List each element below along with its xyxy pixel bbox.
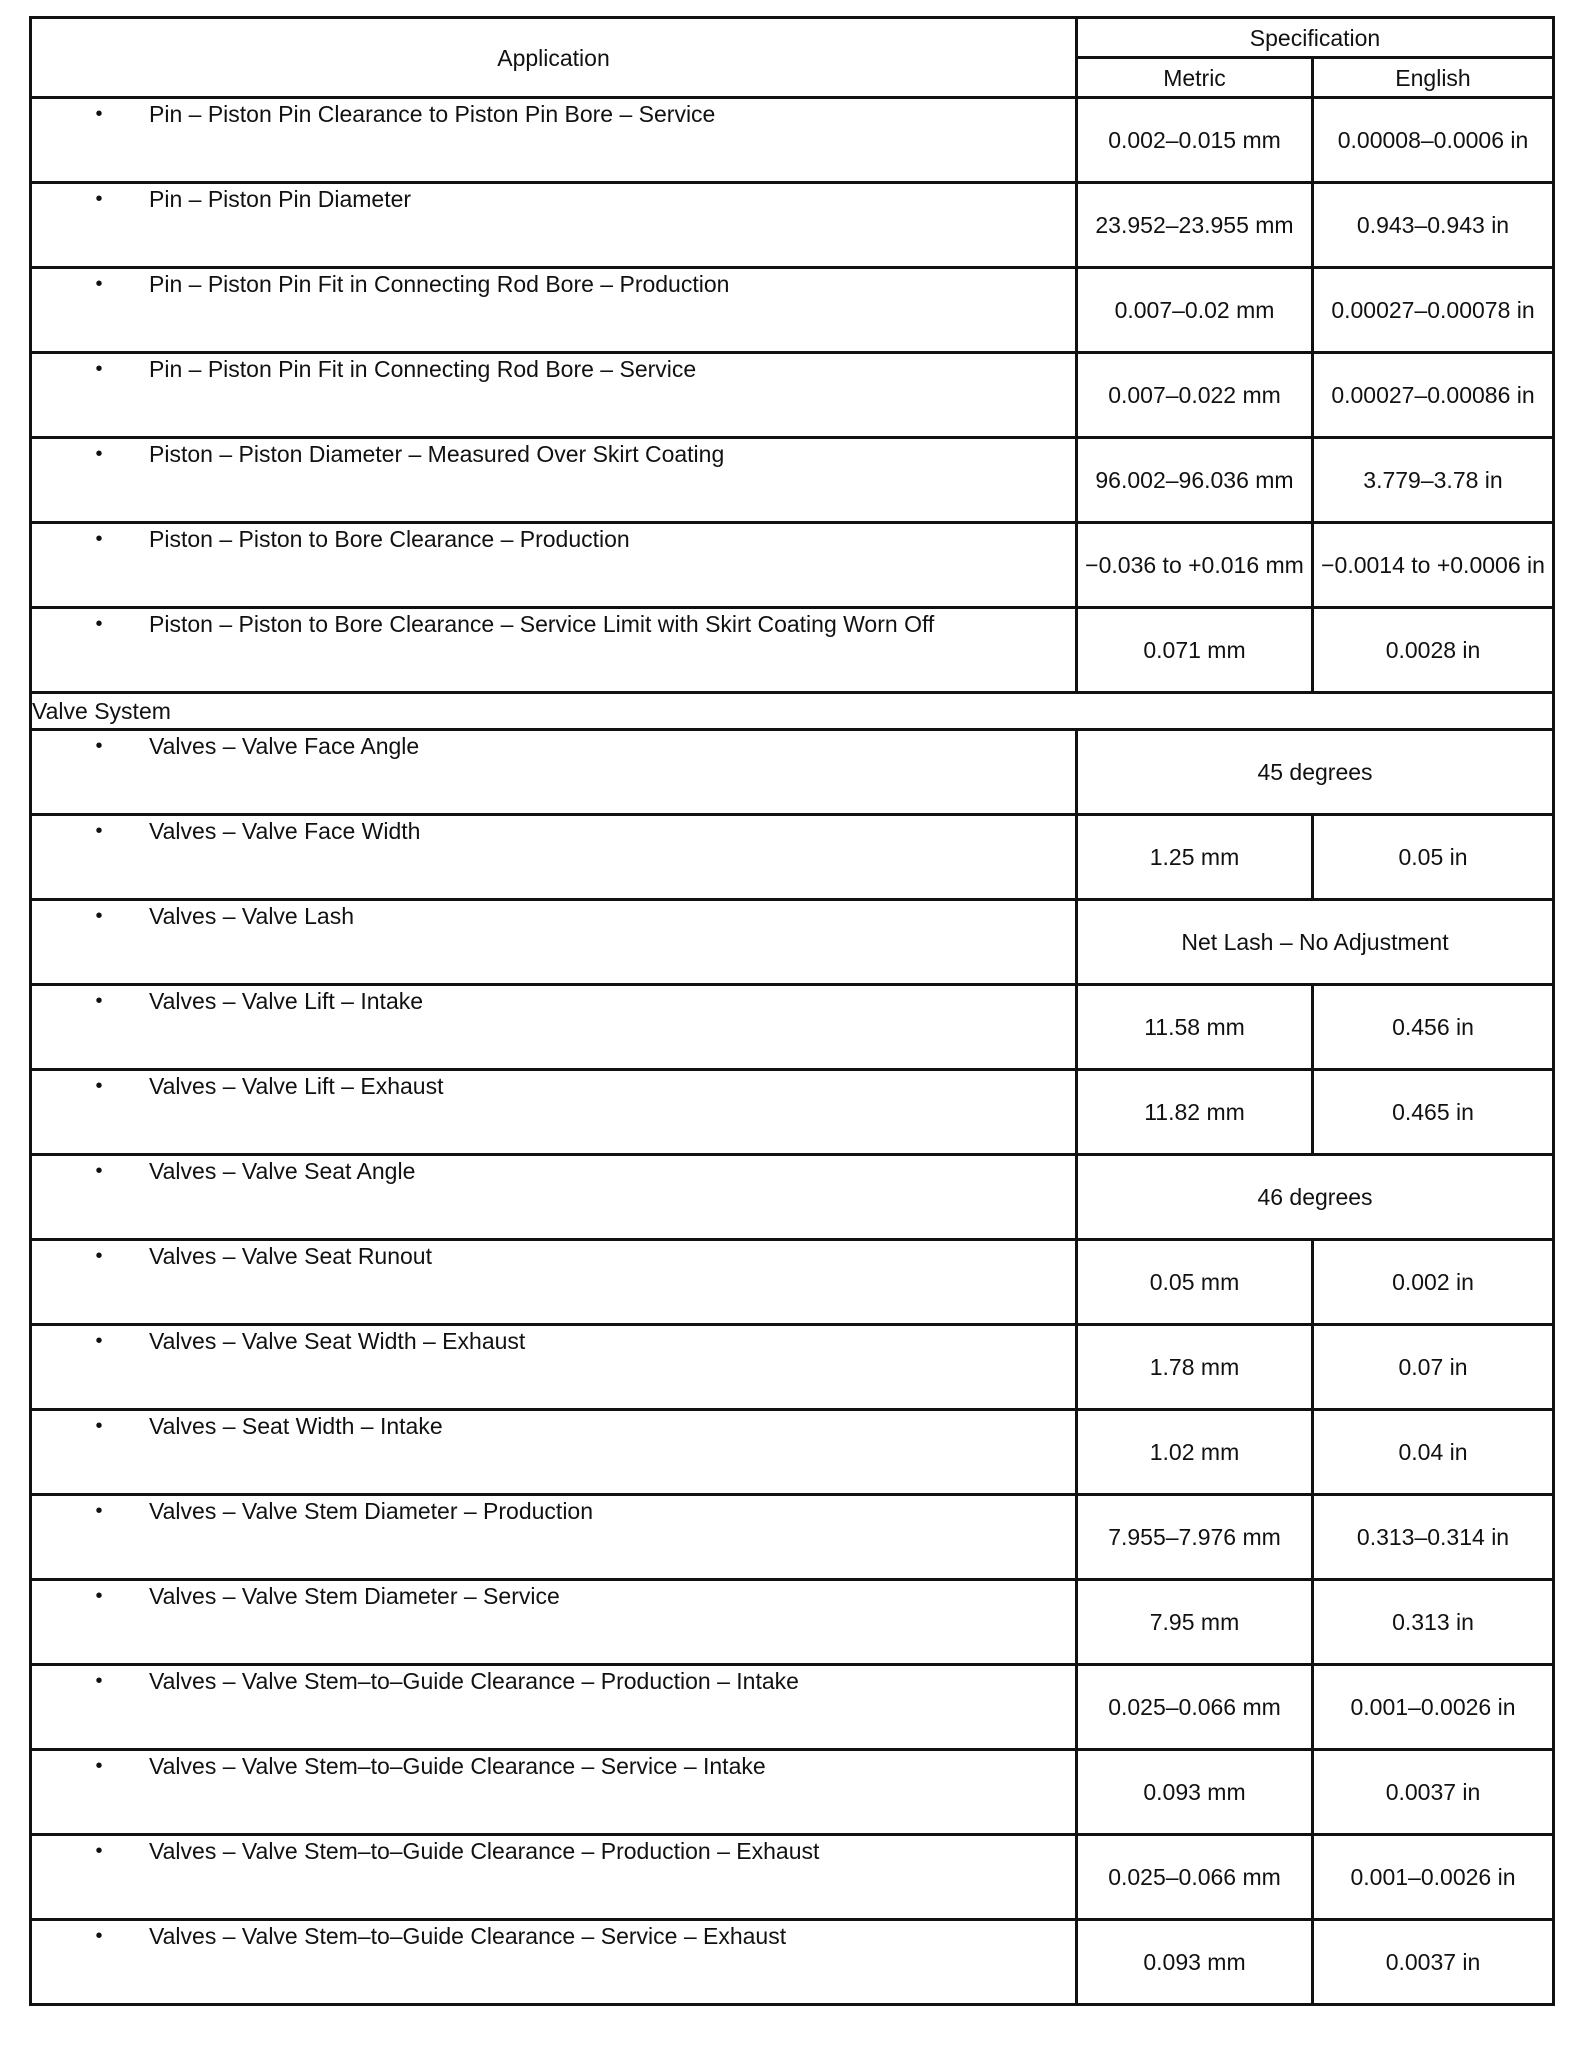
bullet-icon: •	[95, 1500, 103, 1522]
specification-value: Net Lash – No Adjustment	[1077, 900, 1554, 985]
bullet-icon: •	[95, 1415, 103, 1437]
table-body	[31, 98, 1554, 2005]
table-row	[31, 1920, 1554, 2005]
application-cell	[31, 523, 1077, 608]
bullet-icon: •	[95, 273, 103, 295]
table-row	[31, 1750, 1554, 1835]
metric-value: 96.002–96.036 mm	[1077, 438, 1313, 523]
application-cell	[31, 900, 1077, 985]
application-text: Pin – Piston Pin Fit in Connecting Rod Bore – Production	[149, 271, 730, 297]
application-text: Valves – Valve Seat Runout	[149, 1243, 432, 1269]
application-cell	[31, 1920, 1077, 2005]
application-text: Piston – Piston to Bore Clearance – Production	[149, 526, 630, 552]
metric-value: 7.95 mm	[1077, 1580, 1313, 1665]
application-text: Valves – Valve Seat Angle	[149, 1158, 416, 1184]
application-text: Valves – Valve Stem Diameter – Service	[149, 1583, 560, 1609]
application-text: Valves – Valve Face Width	[149, 818, 421, 844]
application-cell	[31, 608, 1077, 693]
table-row	[31, 1240, 1554, 1325]
table-row	[31, 1495, 1554, 1580]
table-row	[31, 183, 1554, 268]
application-cell	[31, 1325, 1077, 1410]
specification-value: 45 degrees	[1077, 730, 1554, 815]
application-text: Valves – Valve Face Angle	[149, 733, 420, 759]
metric-value: 11.82 mm	[1077, 1070, 1313, 1155]
english-value: 0.07 in	[1313, 1325, 1554, 1410]
table-row	[31, 268, 1554, 353]
metric-value: 23.952–23.955 mm	[1077, 183, 1313, 268]
application-cell	[31, 98, 1077, 183]
application-cell	[31, 1495, 1077, 1580]
bullet-icon: •	[95, 613, 103, 635]
english-value: 0.04 in	[1313, 1410, 1554, 1495]
metric-header: Metric	[1077, 58, 1313, 98]
application-text: Pin – Piston Pin Diameter	[149, 186, 412, 212]
metric-value: 0.025–0.066 mm	[1077, 1665, 1313, 1750]
metric-value: 0.025–0.066 mm	[1077, 1835, 1313, 1920]
metric-value: 7.955–7.976 mm	[1077, 1495, 1313, 1580]
application-text: Valves – Valve Lift – Exhaust	[149, 1073, 444, 1099]
metric-value: 1.25 mm	[1077, 815, 1313, 900]
table-row	[31, 523, 1554, 608]
application-text: Valves – Valve Stem–to–Guide Clearance – Production – Exhaust	[149, 1838, 820, 1864]
application-text: Valves – Valve Stem–to–Guide Clearance – Production – Intake	[149, 1668, 799, 1694]
metric-value: 11.58 mm	[1077, 985, 1313, 1070]
bullet-icon: •	[95, 990, 103, 1012]
bullet-icon: •	[95, 820, 103, 842]
english-value: 0.943–0.943 in	[1313, 183, 1554, 268]
application-cell	[31, 1750, 1077, 1835]
table-row	[31, 438, 1554, 523]
english-value: 0.001–0.0026 in	[1313, 1835, 1554, 1920]
application-cell	[31, 985, 1077, 1070]
application-text: Valves – Valve Stem Diameter – Production	[149, 1498, 594, 1524]
section-row	[31, 693, 1554, 730]
metric-value: 1.78 mm	[1077, 1325, 1313, 1410]
metric-value: 0.071 mm	[1077, 608, 1313, 693]
table-row	[31, 730, 1554, 815]
application-text: Piston – Piston Diameter – Measured Over Skirt Coating	[149, 441, 725, 467]
english-value: 0.0037 in	[1313, 1750, 1554, 1835]
bullet-icon: •	[95, 1755, 103, 1777]
metric-value: 0.007–0.022 mm	[1077, 353, 1313, 438]
english-value: 0.05 in	[1313, 815, 1554, 900]
application-cell	[31, 1410, 1077, 1495]
bullet-icon: •	[95, 103, 103, 125]
bullet-icon: •	[95, 1160, 103, 1182]
application-cell	[31, 1240, 1077, 1325]
english-value: 0.00027–0.00086 in	[1313, 353, 1554, 438]
metric-value: 0.002–0.015 mm	[1077, 98, 1313, 183]
english-value: 0.456 in	[1313, 985, 1554, 1070]
english-value: 0.465 in	[1313, 1070, 1554, 1155]
bullet-icon: •	[95, 528, 103, 550]
bullet-icon: •	[95, 358, 103, 380]
table-row	[31, 353, 1554, 438]
metric-value: −0.036 to +0.016 mm	[1077, 523, 1313, 608]
english-value: 0.00027–0.00078 in	[1313, 268, 1554, 353]
application-text: Valves – Valve Seat Width – Exhaust	[149, 1328, 526, 1354]
bullet-icon: •	[95, 1330, 103, 1352]
english-value: 0.313 in	[1313, 1580, 1554, 1665]
english-value: 0.313–0.314 in	[1313, 1495, 1554, 1580]
metric-value: 0.093 mm	[1077, 1750, 1313, 1835]
bullet-icon: •	[95, 1925, 103, 1947]
table-row	[31, 985, 1554, 1070]
english-value: 0.001–0.0026 in	[1313, 1665, 1554, 1750]
bullet-icon: •	[95, 1245, 103, 1267]
table-row	[31, 1665, 1554, 1750]
english-value: 0.002 in	[1313, 1240, 1554, 1325]
application-cell	[31, 1580, 1077, 1665]
table-row	[31, 1410, 1554, 1495]
english-value: 0.00008–0.0006 in	[1313, 98, 1554, 183]
table-row	[31, 608, 1554, 693]
metric-value: 0.093 mm	[1077, 1920, 1313, 2005]
table-row	[31, 815, 1554, 900]
specification-value: 46 degrees	[1077, 1155, 1554, 1240]
application-text: Piston – Piston to Bore Clearance – Service Limit with Skirt Coating Worn Off	[149, 611, 935, 637]
application-cell	[31, 1835, 1077, 1920]
application-text: Pin – Piston Pin Fit in Connecting Rod Bore – Service	[149, 356, 697, 382]
application-cell	[31, 1665, 1077, 1750]
application-text: Valves – Valve Lash	[149, 903, 354, 929]
application-header: Application	[31, 18, 1077, 98]
table-row	[31, 98, 1554, 183]
bullet-icon: •	[95, 443, 103, 465]
bullet-icon: •	[95, 1840, 103, 1862]
application-text: Valves – Valve Lift – Intake	[149, 988, 424, 1014]
application-cell	[31, 438, 1077, 523]
metric-value: 0.05 mm	[1077, 1240, 1313, 1325]
bullet-icon: •	[95, 905, 103, 927]
english-value: −0.0014 to +0.0006 in	[1313, 523, 1554, 608]
application-cell	[31, 730, 1077, 815]
application-cell	[31, 1155, 1077, 1240]
metric-value: 0.007–0.02 mm	[1077, 268, 1313, 353]
table-row	[31, 1325, 1554, 1410]
application-cell	[31, 1070, 1077, 1155]
metric-value: 1.02 mm	[1077, 1410, 1313, 1495]
table-row	[31, 1155, 1554, 1240]
bullet-icon: •	[95, 735, 103, 757]
application-text: Pin – Piston Pin Clearance to Piston Pin Bore – Service	[149, 101, 716, 127]
application-text: Valves – Seat Width – Intake	[149, 1413, 443, 1439]
table-row	[31, 1580, 1554, 1665]
header-row	[31, 18, 1554, 58]
application-cell	[31, 183, 1077, 268]
application-cell	[31, 815, 1077, 900]
english-header: English	[1313, 58, 1554, 98]
english-value: 3.779–3.78 in	[1313, 438, 1554, 523]
table-row	[31, 1835, 1554, 1920]
bullet-icon: •	[95, 1075, 103, 1097]
table-row	[31, 1070, 1554, 1155]
table-row	[31, 900, 1554, 985]
english-value: 0.0037 in	[1313, 1920, 1554, 2005]
application-cell	[31, 268, 1077, 353]
application-text: Valves – Valve Stem–to–Guide Clearance – Service – Intake	[149, 1753, 766, 1779]
application-cell	[31, 353, 1077, 438]
bullet-icon: •	[95, 188, 103, 210]
english-value: 0.0028 in	[1313, 608, 1554, 693]
bullet-icon: •	[95, 1585, 103, 1607]
bullet-icon: •	[95, 1670, 103, 1692]
specification-table	[29, 16, 1555, 2006]
application-text: Valves – Valve Stem–to–Guide Clearance – Service – Exhaust	[149, 1923, 787, 1949]
section-label: Valve System	[31, 693, 1554, 730]
specification-header: Specification	[1077, 18, 1554, 58]
